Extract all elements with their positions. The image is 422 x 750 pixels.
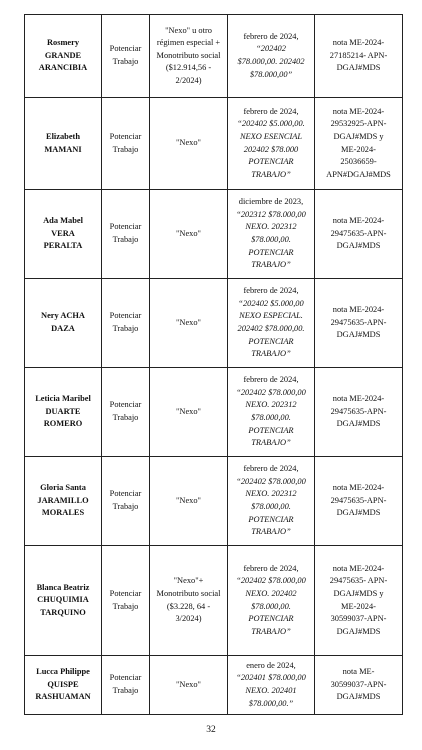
payment-cell-line: $78.000,00” xyxy=(249,69,293,79)
payment-cell-line: $78.000,00. xyxy=(251,502,291,511)
beneficiary-name-line: CHUQUIMIA xyxy=(37,595,89,605)
benefit-cell-line: "Nexo" xyxy=(176,138,201,148)
beneficiary-name-line: TARQUINO xyxy=(40,607,86,617)
beneficiary-name-line: MAMANI xyxy=(44,144,82,154)
payment-cell-line: “202401 $78.000,00 xyxy=(236,673,306,683)
benefit-cell-line: Monotributo social xyxy=(156,588,221,598)
payment-cell-line: “202402 $78.000,00 xyxy=(236,476,306,486)
payment-cell-line: febrero de 2024, xyxy=(243,286,299,296)
note-cell-line: nota ME- xyxy=(342,667,375,677)
program-cell-line: Trabajo xyxy=(112,601,139,611)
note-cell-line: 30599037-APN- xyxy=(330,614,387,624)
note-cell-line: DGAJ#MDS xyxy=(336,330,381,340)
payment-cell-line: NEXO. 202312 xyxy=(245,489,297,499)
benefit-cell xyxy=(150,546,228,656)
payment-cell-line: 202402 $78.000,00. xyxy=(237,324,305,333)
benefit-cell-line: "Nexo" xyxy=(176,317,201,327)
program-cell-line: Potenciar xyxy=(109,588,142,598)
beneficiary-name-line: ROMERO xyxy=(43,419,83,429)
beneficiary-name-line: DAZA xyxy=(51,324,75,333)
payment-cell-line: TRABAJO” xyxy=(251,438,291,448)
payment-cell-line: POTENCIAR xyxy=(248,614,294,624)
benefit-cell xyxy=(150,15,228,98)
beneficiary-name-line: RASHUAMAN xyxy=(35,692,91,702)
payment-cell-line: febrero de 2024, xyxy=(243,375,299,385)
benefit-cell xyxy=(150,98,228,190)
note-cell-line: 30599037-APN- xyxy=(330,679,387,689)
program-cell-line: Trabajo xyxy=(112,502,139,511)
note-cell-line: 29475635- APN- xyxy=(329,576,388,586)
program-cell-line: Trabajo xyxy=(112,686,139,695)
note-cell xyxy=(315,546,403,656)
benefit-cell-line: "Nexo" xyxy=(176,495,201,505)
payment-cell-line: NEXO. 202312 xyxy=(245,222,297,232)
note-cell-line: DGAJ#MDS xyxy=(336,692,381,702)
benefit-cell-line: "Nexo" xyxy=(176,406,201,416)
beneficiary-name-line: Leticia Maribel xyxy=(35,394,91,404)
table-row xyxy=(25,656,403,715)
payment-cell-line: TRABAJO” xyxy=(251,260,291,270)
beneficiary-name-line: Elizabeth xyxy=(46,131,80,141)
program-cell-line: Potenciar xyxy=(109,400,142,410)
beneficiary-name xyxy=(25,368,102,457)
payment-cell-line: POTENCIAR xyxy=(248,425,294,435)
program-cell xyxy=(102,279,150,368)
benefit-cell-line: 2/2024) xyxy=(175,75,202,85)
payment-cell-line: NEXO. 202402 xyxy=(245,588,297,598)
note-cell xyxy=(315,279,403,368)
payment-cell-line: diciembre de 2023, xyxy=(238,197,304,207)
payment-cell xyxy=(228,546,315,656)
program-cell-line: Trabajo xyxy=(112,413,139,422)
table-row xyxy=(25,190,403,279)
payment-cell-line: $78.000,00.” xyxy=(248,698,294,708)
note-cell xyxy=(315,190,403,279)
beneficiary-name-line: QUISPE xyxy=(47,679,79,689)
payment-cell-line: TRABAJO” xyxy=(251,527,291,537)
beneficiary-name xyxy=(25,98,102,190)
program-cell-line: Trabajo xyxy=(112,235,139,244)
beneficiary-name-line: MORALES xyxy=(41,508,85,518)
beneficiary-name-line: Ada Mabel xyxy=(43,216,83,226)
payment-cell xyxy=(228,279,315,368)
program-cell-line: Potenciar xyxy=(109,44,142,54)
table-row xyxy=(25,368,403,457)
note-cell-line: 29475635-APN- xyxy=(330,406,387,416)
beneficiary-name xyxy=(25,546,102,656)
beneficiary-name xyxy=(25,279,102,368)
payment-cell-line: $78.000,00. 202402 xyxy=(237,57,305,66)
payment-cell xyxy=(228,457,315,546)
payment-cell-line: enero de 2024, xyxy=(246,660,296,670)
payment-cell-line: TRABAJO” xyxy=(251,349,291,359)
payment-cell-line: POTENCIAR xyxy=(248,514,294,524)
page-number: 32 xyxy=(206,725,216,735)
benefit-cell-line: "Nexo"+ xyxy=(173,576,204,586)
note-cell-line: DGAJ#MDS y xyxy=(333,588,384,598)
beneficiary-name xyxy=(25,15,102,98)
payment-cell-line: 202402 $78.000 xyxy=(243,144,299,154)
program-cell xyxy=(102,457,150,546)
program-cell-line: Trabajo xyxy=(112,57,139,66)
note-cell-line: nota ME-2024- xyxy=(332,38,385,48)
beneficiary-name-line: Blanca Beatriz xyxy=(36,582,90,592)
beneficiary-name-line: Nery ACHA xyxy=(41,311,85,321)
payment-cell-line: $78.000,00. xyxy=(251,235,291,244)
beneficiary-name-line: ARANCIBIA xyxy=(38,63,88,73)
payment-cell-line: NEXO. 202401 xyxy=(245,686,297,695)
beneficiary-name xyxy=(25,190,102,279)
payment-cell xyxy=(228,368,315,457)
payment-cell xyxy=(228,190,315,279)
benefit-cell-line: ($3.228, 64 - xyxy=(166,601,211,611)
program-cell-line: Potenciar xyxy=(109,673,142,683)
program-cell xyxy=(102,656,150,715)
program-cell xyxy=(102,546,150,656)
beneficiary-name-line: Gloria Santa xyxy=(40,483,86,493)
benefit-cell-line: "Nexo" xyxy=(176,228,201,238)
note-cell-line: nota ME-2024- xyxy=(332,106,385,116)
note-cell-line: nota ME-2024- xyxy=(332,216,385,226)
benefit-cell-line: ($12.914,56 - xyxy=(165,63,212,73)
program-cell xyxy=(102,98,150,190)
note-cell xyxy=(315,656,403,715)
benefit-cell-line: 3/2024) xyxy=(175,614,202,624)
payment-cell-line: NEXO ESPECIAL. xyxy=(239,311,303,321)
note-cell-line: DGAJ#MDS xyxy=(336,63,381,73)
payment-cell-line: febrero de 2024, xyxy=(243,106,299,116)
payment-cell-line: febrero de 2024, xyxy=(243,563,299,573)
beneficiary-name-line: DUARTE xyxy=(45,406,81,416)
payment-cell xyxy=(228,98,315,190)
beneficiary-name-line: Lucca Philippe xyxy=(36,667,90,677)
note-cell-line: 29475635-APN- xyxy=(330,317,387,327)
payment-cell-line: $78.000,00. xyxy=(251,601,291,611)
payment-cell-line: POTENCIAR xyxy=(248,336,294,346)
payment-cell-line: NEXO ESENCIAL xyxy=(239,131,303,141)
note-cell-line: 27185214- APN- xyxy=(329,50,388,60)
table-row xyxy=(25,279,403,368)
program-cell-line: Trabajo xyxy=(112,144,139,154)
payment-cell-line: “202402 $5.000,00. xyxy=(237,119,305,129)
note-cell-line: DGAJ#MDS xyxy=(336,508,381,518)
note-cell xyxy=(315,457,403,546)
program-cell xyxy=(102,190,150,279)
table-row xyxy=(25,546,403,656)
note-cell-line: DGAJ#MDS xyxy=(336,419,381,429)
benefit-cell-line: "Nexo" xyxy=(176,679,201,689)
note-cell-line: 29475635-APN- xyxy=(330,495,387,505)
payment-cell-line: “202402 $78.000,00 xyxy=(236,576,306,586)
payment-cell-line: POTENCIAR xyxy=(248,157,294,167)
benefit-cell-line: "Nexo" u otro xyxy=(165,25,212,35)
beneficiary-name-line: GRANDE xyxy=(44,50,82,60)
table-row xyxy=(25,457,403,546)
payment-cell-line: “202312 $78.000,00 xyxy=(236,209,306,219)
note-cell-line: DGAJ#MDS xyxy=(336,626,381,636)
beneficiaries-table xyxy=(24,14,403,715)
benefit-cell-line: régimen especial + xyxy=(156,38,221,48)
table-body xyxy=(25,15,403,715)
program-cell-line: Potenciar xyxy=(109,222,142,232)
note-cell xyxy=(315,368,403,457)
program-cell xyxy=(102,368,150,457)
program-cell xyxy=(102,15,150,98)
benefit-cell xyxy=(150,279,228,368)
note-cell-line: DGAJ#MDS y xyxy=(333,131,384,141)
payment-cell-line: “202402 $78.000,00 xyxy=(236,387,306,397)
beneficiary-name-line: Rosmery xyxy=(46,38,80,48)
note-cell-line: ME-2024- xyxy=(341,144,376,154)
beneficiary-name-line: JARAMILLO xyxy=(37,495,89,505)
note-cell-line: nota ME-2024- xyxy=(332,305,385,315)
benefit-cell xyxy=(150,368,228,457)
program-cell-line: Potenciar xyxy=(109,311,142,321)
note-cell-line: DGAJ#MDS xyxy=(336,241,381,251)
beneficiary-name xyxy=(25,457,102,546)
benefit-cell-line: Monotributo social xyxy=(156,50,221,60)
beneficiary-name-line: PERALTA xyxy=(43,241,83,251)
payment-cell-line: POTENCIAR xyxy=(248,247,294,257)
program-cell-line: Trabajo xyxy=(112,324,139,333)
benefit-cell xyxy=(150,190,228,279)
payment-cell-line: “202402 xyxy=(256,44,286,54)
note-cell xyxy=(315,98,403,190)
note-cell-line: nota ME-2024- xyxy=(332,394,385,404)
payment-cell-line: febrero de 2024, xyxy=(243,31,299,41)
beneficiary-name-line: VERA xyxy=(51,228,75,238)
payment-cell-line: TRABAJO” xyxy=(251,169,291,179)
note-cell-line: 29532925-APN- xyxy=(330,119,387,129)
note-cell-line: nota ME-2024- xyxy=(332,563,385,573)
beneficiary-name xyxy=(25,656,102,715)
payment-cell-line: NEXO. 202312 xyxy=(245,400,297,410)
payment-cell-line: “202402 $5.000,00 xyxy=(238,298,304,308)
program-cell-line: Potenciar xyxy=(109,489,142,499)
note-cell-line: 25036659- xyxy=(340,157,377,167)
table-row xyxy=(25,98,403,190)
payment-cell-line: febrero de 2024, xyxy=(243,464,299,474)
note-cell-line: ME-2024- xyxy=(341,601,376,611)
payment-cell xyxy=(228,656,315,715)
note-cell-line: 29475635-APN- xyxy=(330,228,387,238)
benefit-cell xyxy=(150,656,228,715)
payment-cell-line: $78.000,00. xyxy=(251,413,291,422)
payment-cell xyxy=(228,15,315,98)
note-cell xyxy=(315,15,403,98)
payment-cell-line: TRABAJO” xyxy=(251,626,291,636)
benefit-cell xyxy=(150,457,228,546)
note-cell-line: nota ME-2024- xyxy=(332,483,385,493)
program-cell-line: Potenciar xyxy=(109,131,142,141)
table-row xyxy=(25,15,403,98)
note-cell-line: APN#DGAJ#MDS xyxy=(326,169,391,179)
